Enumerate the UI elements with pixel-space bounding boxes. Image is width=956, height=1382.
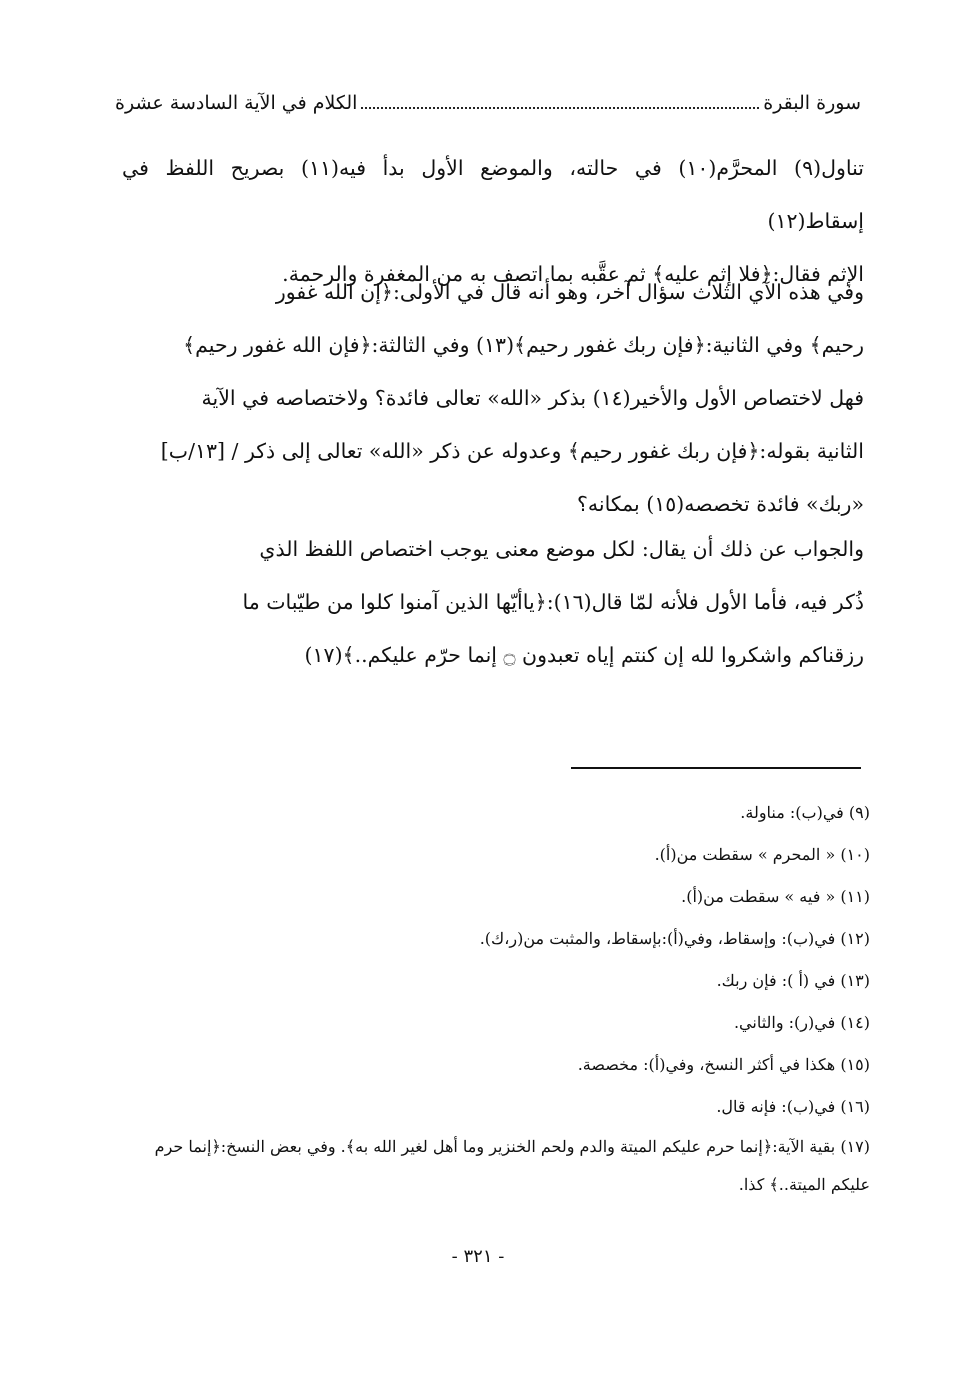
body-line: رحيم﴾ وفي الثانية:﴿فإن ربك غفور رحيم﴾(١٣) وفي الثالثة:﴿فإن الله غفور رحيم﴾ — [183, 333, 864, 357]
body-line: وفي هذه الآي الثلاث سؤال آخر، وهو أنه قال في الأولى:﴿إن الله غفور — [275, 280, 864, 304]
footnote: (١٦) في(ب): فإنه قال. — [716, 1097, 870, 1116]
body-line: ذُكر فيه، فأما الأول فلأنه لمّا قال(١٦):﴿ياأيّها الذين آمنوا كلوا من طيّبات ما — [242, 590, 864, 614]
footnote: (١١) « فيه » سقطت من(أ). — [681, 887, 870, 906]
footnote: (٩) في(ب): مناولة. — [740, 803, 870, 822]
footnote: (١٤) في(ر): والثاني. — [733, 1013, 870, 1032]
footnote: (١٣) في (أ ): فإن ربك. — [716, 971, 870, 990]
body-line: الإثم فقال:﴿فلا إثم عليه﴾ ثم عقَّبه بما اتصف به من المغفرة والرحمة. — [282, 262, 864, 286]
footnote: (١٠) « المحرم » سقطت من(أ). — [654, 845, 870, 864]
footnotes — [128, 792, 870, 1204]
header-section: الكلام في الآية السادسة عشرة — [115, 92, 358, 114]
body-line: تناول(٩) المحرَّم(١٠) في حالته، والموضع الأول بدأ فيه(١١) بصريح اللفظ في إسقاط(١٢) — [122, 156, 865, 233]
body-line: «ربك» فائدة تخصصه(١٥) بمكانه؟ — [577, 492, 864, 516]
running-header — [115, 92, 861, 115]
footnote-divider — [571, 767, 861, 769]
paragraph-2 — [122, 266, 864, 531]
header-surah: سورة البقرة — [763, 92, 861, 114]
footnote: (١٢) في(ب): وإسقاط، وفي(أ):بإسقاط، والمثبت من(ر،ك). — [479, 929, 870, 948]
body-line: الثانية بقوله:﴿فإن ربك غفور رحيم﴾ وعدوله عن ذكر «الله» تعالى إلى ذكر / [١٣/ب] — [160, 439, 864, 463]
body-line: والجواب عن ذلك أن يقال: لكل موضع معنى يوجب اختصاص اللفظ الذي — [259, 537, 864, 561]
header-dotted-leader — [361, 107, 759, 109]
body-line: رزقناكم واشكروا لله إن كنتم إياه تعبدون ۝ إنما حرّم عليكم..﴾(١٧) — [304, 643, 864, 667]
footnote: (١٥) هكذا في أكثر النسخ، وفي(أ): مخصصة. — [577, 1055, 870, 1074]
footnote: (١٧) بقية الآية:﴿إنما حرم عليكم الميتة والدم ولحم الخنزير وما أهل لغير الله به﴾. وفي بعض النسخ:﴿إنما حرم عليكم الميتة..﴾ كذا. — [154, 1137, 870, 1194]
page-number: - ٣٢١ - — [451, 1246, 505, 1267]
body-line: فهل لاختصاص الأول والأخير(١٤) بذكر «الله» تعالى فائدة؟ ولاختصاصه في الآية — [201, 386, 864, 410]
paragraph-3 — [122, 523, 864, 682]
